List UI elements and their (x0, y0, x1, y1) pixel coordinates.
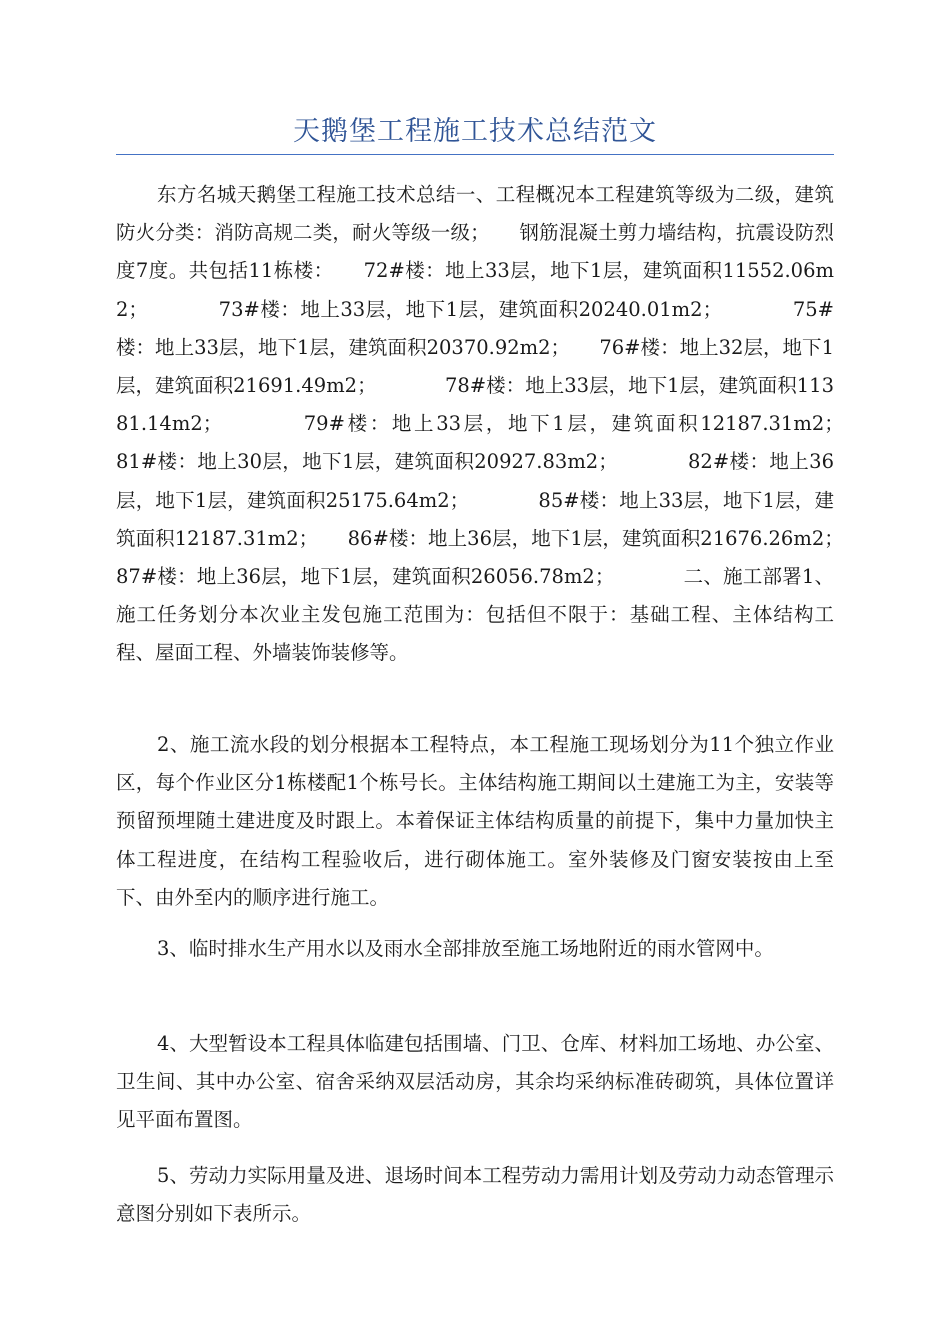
paragraph-labor-plan: 5、劳动力实际用量及进、退场时间本工程劳动力需用计划及劳动力动态管理示意图分别如下表所示。 (116, 1164, 834, 1226)
document-title: 天鹅堡工程施工技术总结范文 (293, 116, 657, 147)
paragraph-flow-sections: 2、施工流水段的划分根据本工程特点，本工程施工现场划分为11个独立作业区，每个作业区分1栋楼配1个栋号长。主体结构施工期间以土建施工为主，安装等预留预埋随土建进度及时跟上。本着保证主体结构质量的前提下，集中力量加快主体工程进度，在结构工程验收后，进行砌体施工。室外装修及门窗安装按由上至下、由外至内的顺序进行施工。 (116, 733, 834, 909)
paragraph-temporary-facilities: 4、大型暂设本工程具体临建包括围墙、门卫、仓库、材料加工场地、办公室、卫生间、其中办公室、宿舍采纳双层活动房，其余均采纳标准砖砌筑，具体位置详见平面布置图。 (116, 1032, 834, 1132)
paragraph-project-overview: 东方名城天鹅堡工程施工技术总结一、工程概况本工程建筑等级为二级，建筑防火分类：消防高规二类，耐火等级一级； 钢筋混凝土剪力墙结构，抗震设防烈度7度。共包括11栋楼： 72#楼：地上33层，地下1层，建筑面积11552.06m2； 73#楼：地上33层，地下1层，建筑面积20240.01m2； 75#楼：地上33层，地下1层，建筑面积20370.92m2； 76#楼：地上32层，地下1层，建筑面积21691.49m2； 78#楼：地上33层，地下1层，建筑面积11381.14m2； 79#楼：地上33层，地下1层，建筑面积12187.31m2； 81#楼：地上30层，地下1层，建筑面积20927.83m2； 82#楼：地上36层，地下1层，建筑面积25175.64m2； 85#楼：地上33层，地下1层，建筑面积12187.31m2； 86#楼：地上36层，地下1层，建筑面积21676.26m2； 87#楼：地上36层，地下1层，建筑面积26056.78m2； 二、施工部署1、施工任务划分本次业主发包施工范围为：包括但不限于：基础工程、主体结构工程、屋面工程、外墙装饰装修等。 (116, 183, 913, 665)
paragraph-drainage: 3、临时排水生产用水以及雨水全部排放至施工场地附近的雨水管网中。 (157, 937, 774, 960)
title-underline (116, 154, 834, 155)
